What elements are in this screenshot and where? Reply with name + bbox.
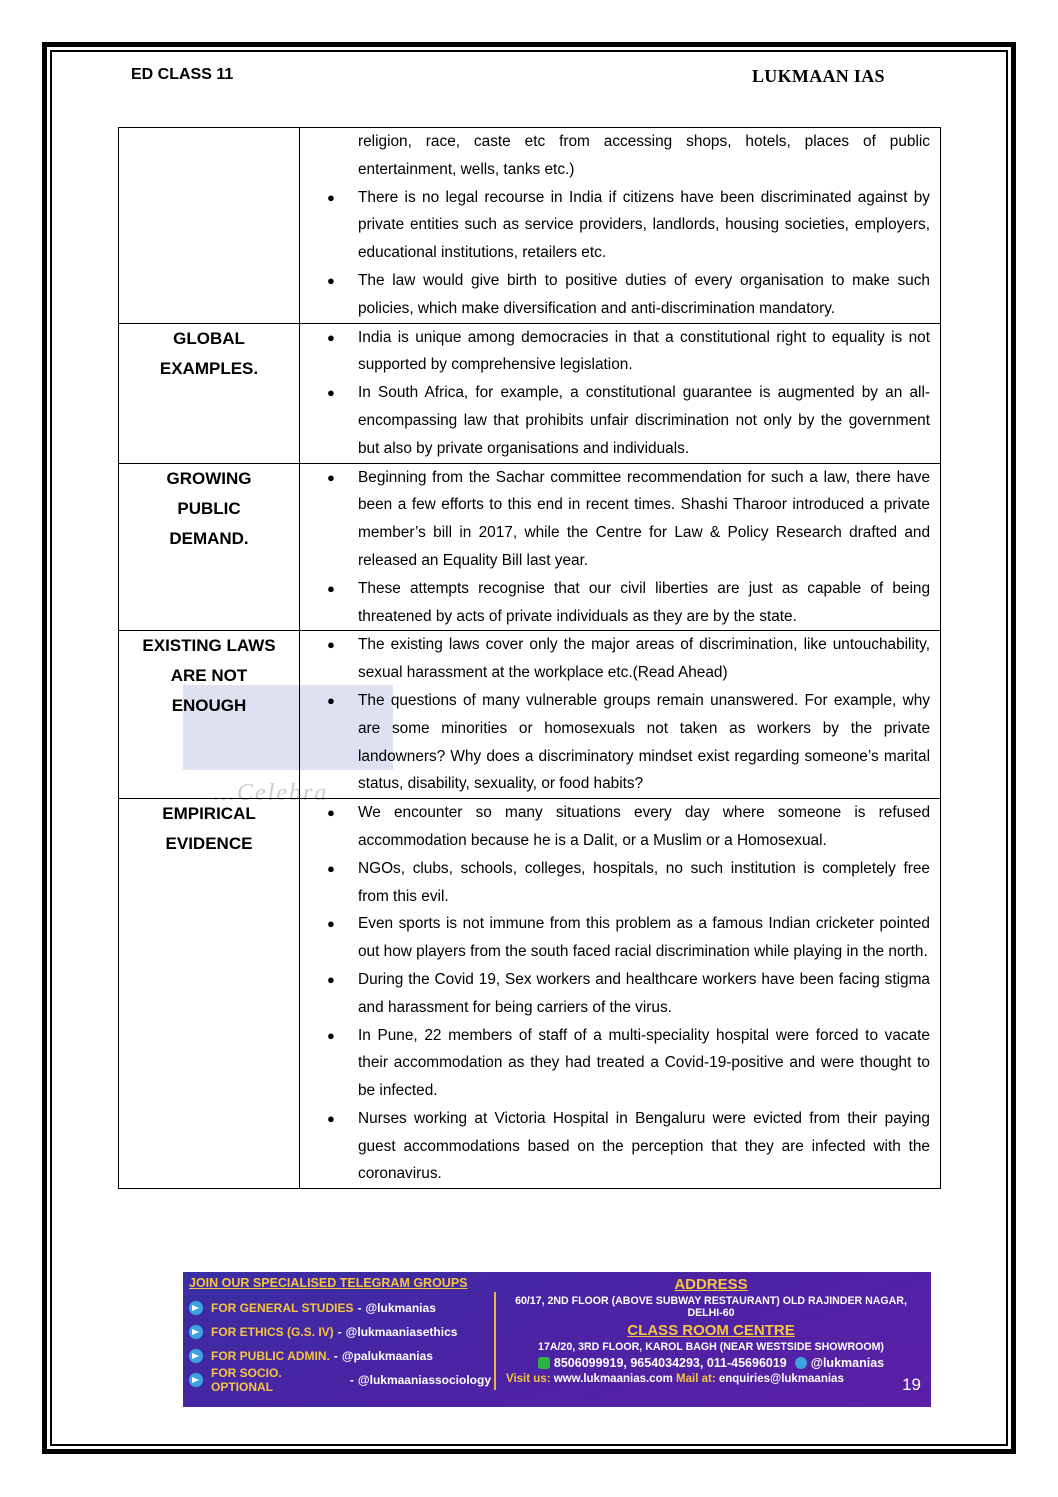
bullet-text: In Pune, 22 members of staff of a multi-speciality hospital were forced to vacate their accommodation as they had treated a Covid-19-positive and were thought to be infected. — [358, 1026, 930, 1100]
classroom-address: 17A/20, 3RD FLOOR, KAROL BAGH (NEAR WESTSIDE SHOWROOM) — [538, 1341, 884, 1353]
bullet-icon: ● — [327, 860, 335, 876]
bullet-icon: ● — [327, 916, 335, 932]
table-row — [119, 128, 941, 324]
row-heading — [119, 323, 300, 463]
phone-numbers: 8506099919, 9654034293, 011-45696019 — [553, 1356, 787, 1370]
row-content — [300, 463, 941, 631]
bullet-item — [300, 910, 930, 966]
bullet-item — [300, 128, 930, 184]
row-heading-line: ARE NOT — [170, 666, 248, 686]
separator: - — [349, 1373, 354, 1387]
separator: - — [333, 1349, 338, 1363]
bullet-item — [300, 184, 930, 267]
bullet-item — [300, 799, 930, 855]
bullet-text: There is no legal recourse in India if citizens have been discriminated against by private entities such as service providers, landlords, housing societies, employers, educational institutions, retailers etc. — [358, 188, 930, 262]
bullet-text: India is unique among democracies in that a constitutional right to equality is not supported by comprehensive legislation. — [358, 328, 930, 374]
notes-table — [118, 127, 941, 1189]
bullet-item — [300, 575, 930, 631]
bullet-icon: ● — [327, 469, 335, 485]
row-heading-line: DEMAND. — [169, 528, 249, 548]
telegram-groups — [189, 1276, 491, 1392]
bullet-text: Nurses working at Victoria Hospital in Bengaluru were evicted from their paying guest accommodations based on the perception that they are infected with the coronavirus. — [358, 1109, 930, 1183]
row-heading-line: EVIDENCE — [165, 834, 253, 854]
table-row — [119, 631, 941, 799]
telegram-group-item[interactable] — [189, 1368, 491, 1392]
footer-banner — [183, 1272, 931, 1407]
web-row — [496, 1373, 926, 1385]
address-block — [496, 1276, 926, 1385]
watermark-text: ...Celebra — [213, 780, 329, 806]
group-label: FOR SOCIO. OPTIONAL — [211, 1366, 282, 1394]
contact-row — [496, 1356, 926, 1370]
row-content — [300, 323, 941, 463]
bullet-text: The questions of many vulnerable groups remain unanswered. For example, why are some minorities or homosexuals not taken as workers by the private landowners? Why does a discriminatory mindset exist regarding someone’s marital status, disability, sexuality, or food habits? — [358, 691, 930, 793]
telegram-group-item[interactable] — [189, 1344, 491, 1368]
bullet-icon: ● — [327, 1110, 335, 1126]
bullet-item — [300, 1105, 930, 1188]
telegram-groups-title: JOIN OUR SPECIALISED TELEGRAM GROUPS — [189, 1276, 468, 1290]
row-content — [300, 128, 941, 324]
row-content — [300, 631, 941, 799]
bullet-item — [300, 631, 930, 687]
bullet-item — [300, 464, 930, 575]
bullet-list — [300, 128, 930, 323]
row-heading-line: ENOUGH — [171, 696, 247, 716]
page-number: 19 — [902, 1375, 921, 1394]
bullet-icon: ● — [327, 805, 335, 821]
address-text: 60/17, 2ND FLOOR (ABOVE SUBWAY RESTAURANT) OLD RAJINDER NAGAR, DELHI-60 — [515, 1295, 907, 1319]
telegram-group-item[interactable] — [189, 1320, 491, 1344]
header-class-label: ED CLASS 11 — [131, 66, 234, 83]
bullet-item — [300, 855, 930, 911]
separator: - — [337, 1325, 342, 1339]
table-row — [119, 463, 941, 631]
classroom-title: CLASS ROOM CENTRE — [627, 1322, 795, 1339]
row-heading-line: EXAMPLES. — [159, 358, 259, 378]
bullet-text: The existing laws cover only the major areas of discrimination, like untouchability, sexual harassment at the workplace etc.(Read Ahead) — [358, 636, 930, 682]
bullet-icon: ● — [327, 637, 335, 653]
bullet-item — [300, 267, 930, 323]
group-label: FOR GENERAL STUDIES — [211, 1301, 354, 1315]
bullet-text: Even sports is not immune from this problem as a famous Indian cricketer pointed out how players from the south faced racial discrimination while playing in the north. — [358, 915, 930, 961]
bullet-icon: ● — [327, 189, 335, 205]
website-link[interactable]: www.lukmaanias.com — [553, 1373, 673, 1385]
bullet-item — [300, 379, 930, 462]
row-heading-line: EXISTING LAWS — [142, 636, 276, 656]
bullet-list — [300, 799, 930, 1188]
bullet-icon: ● — [327, 329, 335, 345]
bullet-text: We encounter so many situations every day where someone is refused accommodation because he is a Dalit, or a Muslim or a Homosexual. — [358, 804, 930, 849]
bullet-item — [300, 966, 930, 1022]
bullet-item — [300, 324, 930, 380]
group-handle[interactable]: @lukmaaniasethics — [345, 1325, 458, 1339]
telegram-icon — [189, 1325, 203, 1339]
bullet-text: During the Covid 19, Sex workers and healthcare workers have been facing stigma and harassment for being carriers of the virus. — [358, 970, 930, 1016]
bullet-text: In South Africa, for example, a constitutional guarantee is augmented by an all-encompassing law that prohibits unfair discrimination not only by the government but also by private organisations and individuals. — [358, 384, 930, 457]
row-heading-line: EMPIRICAL — [162, 804, 256, 824]
telegram-group-item[interactable] — [189, 1296, 491, 1320]
email-link[interactable]: enquiries@lukmaanias — [718, 1373, 844, 1385]
whatsapp-icon — [538, 1357, 550, 1369]
bullet-text: NGOs, clubs, schools, colleges, hospitals, no such institution is completely free from this evil. — [358, 859, 930, 905]
table-row — [119, 799, 941, 1189]
row-heading — [119, 128, 300, 324]
row-content — [300, 799, 941, 1189]
bullet-icon: ● — [327, 272, 335, 288]
telegram-handle[interactable]: @lukmanias — [810, 1356, 885, 1370]
address-title: ADDRESS — [674, 1276, 748, 1293]
group-handle[interactable]: @lukmaaniassociology — [357, 1373, 491, 1387]
group-label: FOR ETHICS (G.S. IV) — [211, 1325, 334, 1339]
bullet-list — [300, 324, 930, 463]
bullet-icon: ● — [327, 971, 335, 987]
bullet-text: The law would give birth to positive duties of every organisation to make such policies, which make diversification and anti-discrimination mandatory. — [358, 271, 930, 317]
group-handle[interactable]: @palukmaanias — [341, 1349, 433, 1363]
telegram-icon — [795, 1357, 807, 1369]
bullet-icon: ● — [327, 385, 335, 401]
row-heading — [119, 799, 300, 1189]
bullet-text: These attempts recognise that our civil liberties are just as capable of being threatened by acts of private individuals as they are by the state. — [358, 579, 930, 625]
row-heading — [119, 631, 300, 799]
visit-label: Visit us: — [506, 1373, 551, 1385]
bullet-list — [300, 631, 930, 798]
bullet-text: Beginning from the Sachar committee recommendation for such a law, there have been a few efforts to this end in recent times. Shashi Tharoor introduced a private member’s bill in 2017, while the Centre for Law & Policy Research drafted and released an Equality Bill last year. — [358, 468, 930, 569]
header-brand: LUKMAAN IAS — [752, 66, 885, 86]
mail-label: Mail at: — [676, 1373, 716, 1385]
telegram-icon — [189, 1349, 203, 1363]
telegram-icon — [189, 1301, 203, 1315]
group-handle[interactable]: @lukmanias — [365, 1301, 436, 1315]
bullet-item — [300, 687, 930, 798]
bullet-icon: ● — [327, 692, 335, 708]
bullet-icon: ● — [327, 580, 335, 596]
separator: - — [357, 1301, 362, 1315]
bullet-list — [300, 464, 930, 631]
telegram-icon — [189, 1373, 203, 1387]
table-row — [119, 323, 941, 463]
row-heading-line: GLOBAL — [173, 328, 245, 348]
bullet-item — [300, 1022, 930, 1105]
group-label: FOR PUBLIC ADMIN. — [211, 1349, 330, 1363]
row-heading-line: PUBLIC — [177, 498, 241, 518]
row-heading — [119, 463, 300, 631]
bullet-icon: ● — [327, 1027, 335, 1043]
bullet-text: religion, race, caste etc from accessing shops, hotels, places of public entertainment, wells, tanks etc.) — [358, 133, 930, 178]
row-heading-line: GROWING — [166, 468, 252, 488]
